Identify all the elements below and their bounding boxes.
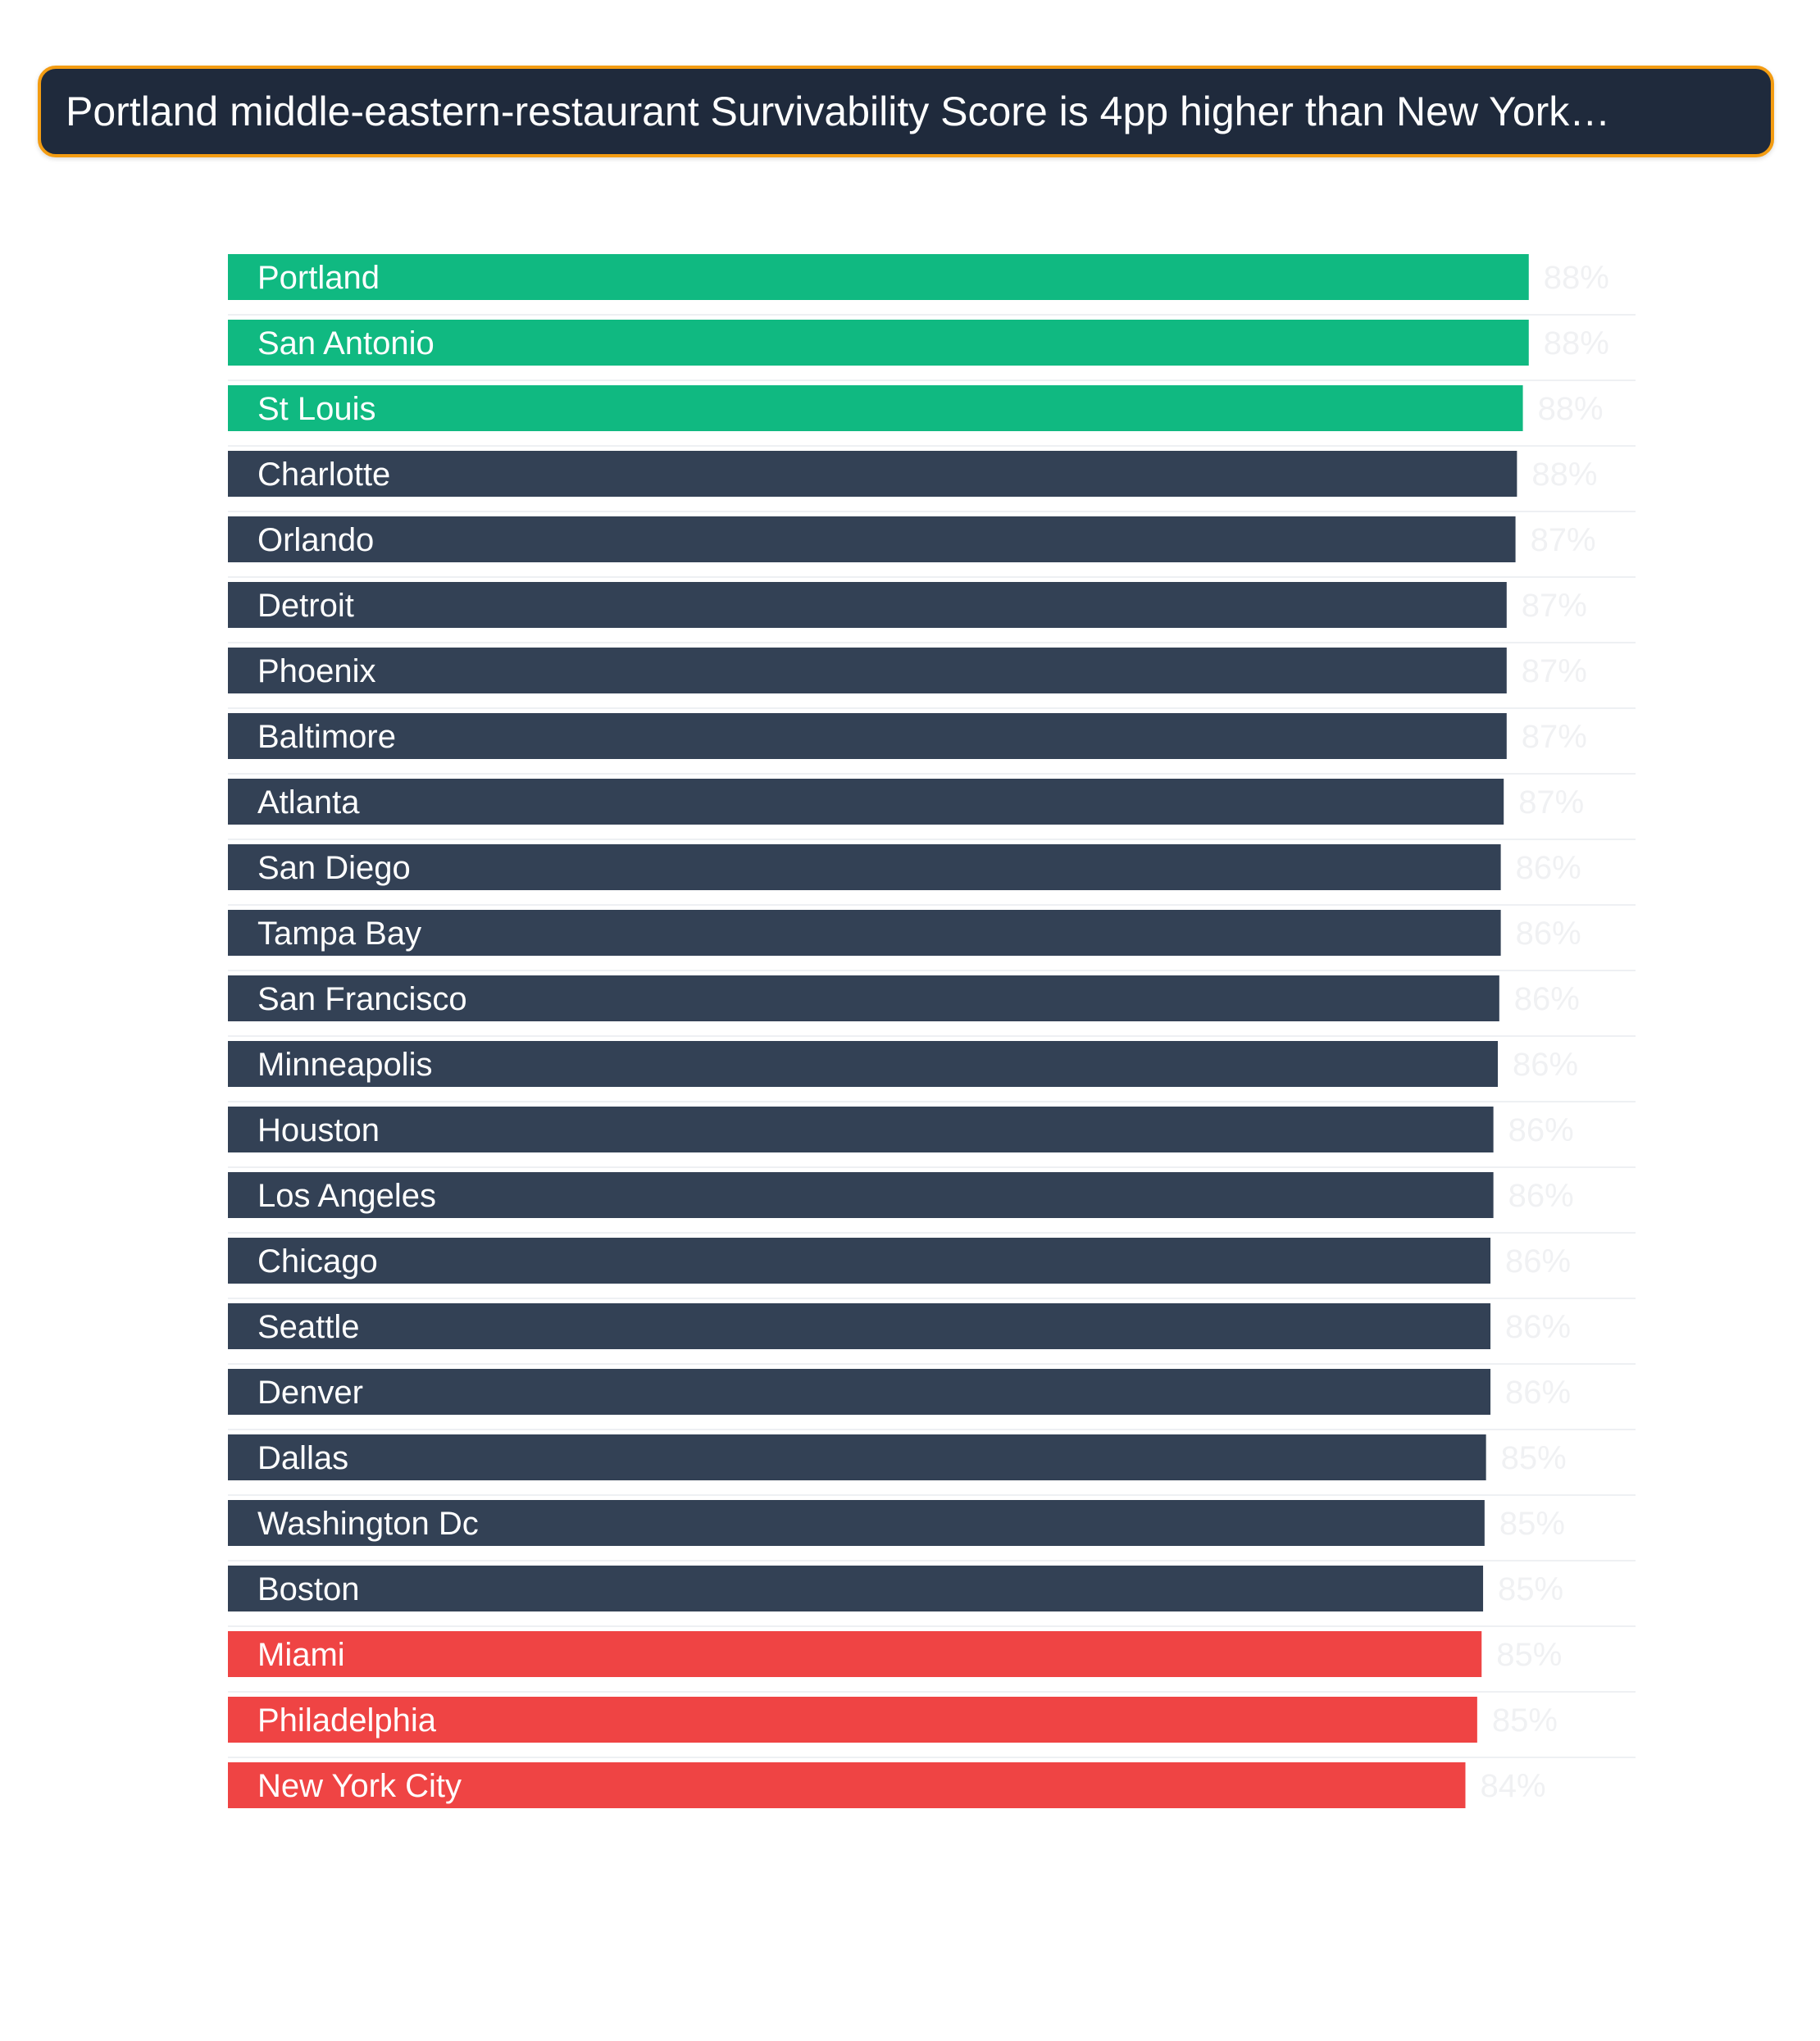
bar-category-label: New York City <box>257 1768 462 1804</box>
bar-value-label: 85% <box>1496 1637 1563 1673</box>
bar-baltimore <box>228 713 1507 759</box>
bar-value-label: 86% <box>1513 981 1580 1017</box>
bar-value-label: 86% <box>1505 1375 1572 1411</box>
bar-value-label: 88% <box>1543 325 1609 361</box>
bar-value-label: 87% <box>1518 784 1585 820</box>
bar-category-label: San Francisco <box>257 981 467 1017</box>
bar-seattle <box>228 1303 1490 1349</box>
bar-category-label: Washington Dc <box>257 1506 479 1542</box>
bar-value-label: 85% <box>1498 1571 1564 1607</box>
chart-title: Portland middle-eastern-restaurant Survivability Score is 4pp higher than New York… <box>66 89 1611 134</box>
bar-category-label: San Diego <box>257 850 411 886</box>
bar-category-label: Chicago <box>257 1243 378 1280</box>
bar-value-label: 87% <box>1521 719 1587 755</box>
bar-boston <box>228 1566 1483 1611</box>
bar-category-label: Los Angeles <box>257 1178 436 1214</box>
bar-value-label: 87% <box>1530 522 1596 558</box>
bar-category-label: Philadelphia <box>257 1702 436 1739</box>
bar-denver <box>228 1369 1490 1415</box>
bar-miami <box>228 1631 1481 1677</box>
bar-value-label: 88% <box>1537 391 1604 427</box>
bar-san-diego <box>228 844 1501 890</box>
bar-value-label: 86% <box>1515 850 1581 886</box>
bar-category-label: Houston <box>257 1112 380 1148</box>
bar-atlanta <box>228 779 1504 825</box>
bar-category-label: Denver <box>257 1375 363 1411</box>
bar-value-label: 87% <box>1521 588 1587 624</box>
bar-st-louis <box>228 385 1523 431</box>
bar-category-label: Detroit <box>257 588 354 624</box>
bar-category-label: Dallas <box>257 1440 349 1476</box>
bar-value-label: 84% <box>1480 1768 1546 1804</box>
bar-category-label: St Louis <box>257 391 376 427</box>
bar-category-label: Orlando <box>257 522 375 558</box>
bar-value-label: 85% <box>1491 1702 1558 1739</box>
bar-charlotte <box>228 451 1517 497</box>
bar-value-label: 86% <box>1508 1112 1574 1148</box>
bar-value-label: 88% <box>1543 260 1609 296</box>
bar-category-label: Atlanta <box>257 784 360 820</box>
bar-value-label: 86% <box>1513 1047 1579 1083</box>
bar-category-label: Portland <box>257 260 380 296</box>
bar-chicago <box>228 1238 1490 1284</box>
bar-detroit <box>228 582 1507 628</box>
bar-value-label: 86% <box>1515 916 1581 952</box>
bar-value-label: 85% <box>1500 1440 1567 1476</box>
bar-category-label: Boston <box>257 1571 360 1607</box>
bar-value-label: 87% <box>1521 653 1587 689</box>
bar-dallas <box>228 1434 1486 1480</box>
bar-category-label: Tampa Bay <box>257 916 422 952</box>
bar-portland <box>228 254 1529 300</box>
bar-phoenix <box>228 648 1507 693</box>
bar-category-label: Baltimore <box>257 719 396 755</box>
bar-value-label: 88% <box>1531 457 1598 493</box>
bar-value-label: 86% <box>1508 1178 1574 1214</box>
bar-orlando <box>228 516 1516 562</box>
bar-category-label: Charlotte <box>257 457 391 493</box>
bar-category-label: Phoenix <box>257 653 376 689</box>
bar-value-label: 85% <box>1499 1506 1565 1542</box>
bar-value-label: 86% <box>1505 1243 1572 1280</box>
bar-category-label: Seattle <box>257 1309 360 1345</box>
bar-category-label: Miami <box>257 1637 345 1673</box>
bar-value-label: 86% <box>1505 1309 1572 1345</box>
bar-category-label: Minneapolis <box>257 1047 433 1083</box>
bar-houston <box>228 1107 1494 1152</box>
bar-category-label: San Antonio <box>257 325 435 361</box>
